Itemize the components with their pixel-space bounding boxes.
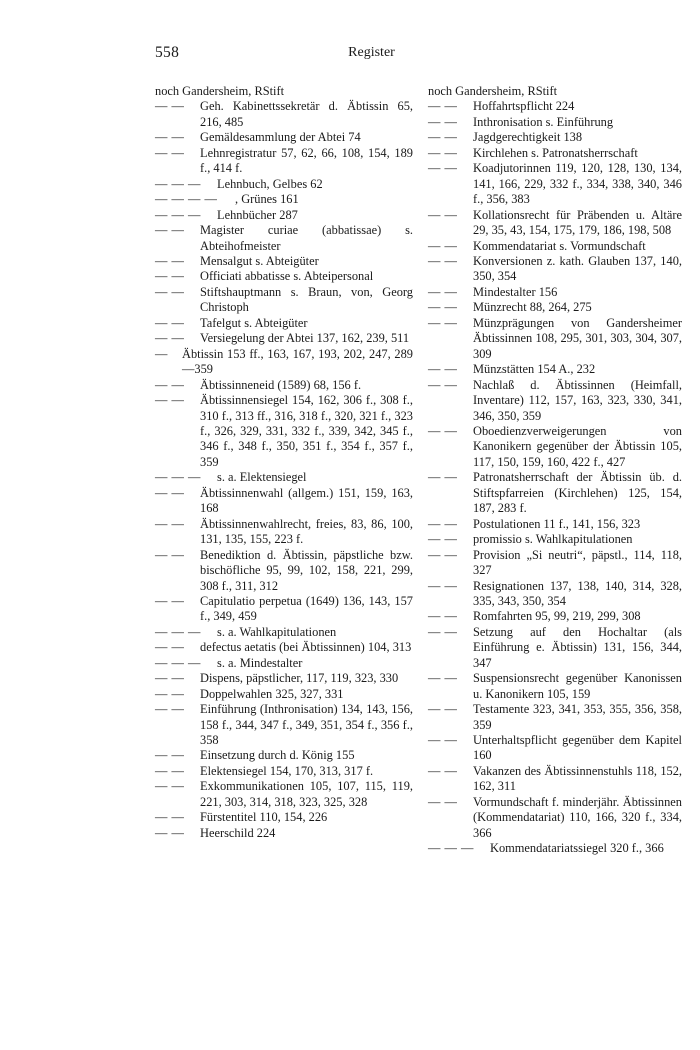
entry-dashes: — — [428, 114, 458, 129]
entry-dashes: — — [155, 593, 185, 608]
entry-dashes: — — [428, 516, 458, 531]
entry-text: Geh. Kabinettssekretär d. Äbtissin 65, 216, 485 [200, 99, 413, 129]
entry-dashes: — — [428, 624, 458, 639]
entry-dashes: — — [428, 315, 458, 330]
index-entry [428, 130, 682, 145]
entry-text: Nachlaß d. Äbtissinnen (Heimfall, Inventare) 112, 157, 163, 323, 330, 341, 346, 350, 359 [473, 377, 682, 423]
entry-text: Versiegelung der Abtei 137, 162, 239, 511 [200, 331, 410, 346]
index-entry [155, 331, 413, 346]
entry-text: Stiftshauptmann s. Braun, von, Georg Christoph [200, 284, 413, 315]
index-entry [428, 300, 682, 315]
entry-dashes: — — [428, 702, 458, 717]
index-entry [155, 470, 413, 485]
entry-dashes: — — [155, 671, 185, 686]
entry-dashes: — — — [155, 624, 201, 639]
index-entry [155, 625, 413, 640]
entry-dashes: — — [155, 223, 185, 238]
entry-text: Kommendatariatssiegel 320 f., 366 [490, 841, 664, 856]
entry-text: Mensalgut s. Abteigüter [200, 253, 319, 268]
index-entry [155, 99, 413, 130]
entry-dashes: — — [155, 315, 185, 330]
entry-text: Münzprägungen von Gandersheimer Äbtissinnen 108, 295, 301, 303, 304, 307, 309 [473, 315, 682, 361]
entry-text: Resignationen 137, 138, 140, 314, 328, 335, 343, 350, 354 [473, 578, 682, 608]
entry-dashes: — — [428, 300, 458, 315]
entry-dashes: — — [155, 547, 185, 562]
entry-dashes: — — [428, 362, 458, 377]
entry-text: promissio s. Wahlkapitulationen [473, 532, 633, 547]
index-entry [155, 702, 413, 748]
index-entry [155, 285, 413, 316]
entry-dashes: — — [155, 99, 185, 114]
entry-text: Kirchlehen s. Patronatsherrschaft [473, 145, 638, 160]
index-entry [155, 146, 413, 177]
entry-text: Münzstätten 154 A., 232 [473, 362, 596, 377]
index-entry [155, 671, 413, 686]
entry-dashes: — — [155, 269, 185, 284]
index-entry [428, 671, 682, 702]
entry-text: Kollationsrecht für Präbenden u. Altäre 29, 35, 43, 154, 175, 179, 186, 198, 508 [473, 207, 682, 238]
entry-text: Koadjutorinnen 119, 120, 128, 130, 134, 141, 166, 229, 332 f., 334, 338, 340, 346 f., 356, 383 [473, 161, 682, 207]
entry-dashes: — — [428, 547, 458, 562]
index-entry [428, 161, 682, 207]
entry-dashes: — — [428, 253, 458, 268]
entry-text: Oboedienzverweigerungen von Kanonikern gegenüber der Äbtissin 105, 117, 150, 159, 160, 422 f., 427 [473, 423, 682, 469]
entry-text: Münzrecht 88, 264, 275 [473, 300, 592, 315]
entry-dashes: — — [428, 377, 458, 392]
entry-text: defectus aetatis (bei Äbtissinnen) 104, 313 [200, 640, 412, 655]
entry-text: Jagdgerechtigkeit 138 [473, 130, 583, 145]
entry-text: Officiati abbatisse s. Abteipersonal [200, 269, 374, 284]
entry-text: Capitulatio perpetua (1649) 136, 143, 157 f., 349, 459 [200, 593, 413, 624]
entry-dashes: — — [428, 161, 458, 176]
entry-dashes: — — [428, 145, 458, 160]
entry-dashes: — — — [155, 655, 201, 670]
entry-text: Hoffahrtspflicht 224 [473, 99, 575, 114]
index-entry [428, 795, 682, 841]
index-entry [428, 254, 682, 285]
entry-dashes: — — [155, 145, 185, 160]
running-head: Register [348, 45, 395, 60]
index-entry [428, 470, 682, 516]
index-entry [428, 316, 682, 362]
entry-dashes: — — [428, 794, 458, 809]
entry-text: Konversionen z. kath. Glauben 137, 140, 350, 354 [473, 253, 682, 284]
entry-dashes: — — [428, 733, 458, 748]
entry-text: Benediktion d. Äbtissin, päpstliche bzw. bischöfliche 95, 99, 102, 158, 221, 299, 308 f., 311, 312 [200, 547, 413, 593]
index-entry [428, 733, 682, 764]
entry-text: Heerschild 224 [200, 825, 276, 840]
index-entry [428, 841, 682, 856]
index-entry [428, 517, 682, 532]
entry-text: Provision „Si neutri“, päpstl., 114, 118, 327 [473, 547, 682, 578]
entry-text: Äbtissinnenwahlrecht, freies, 83, 86, 100, 131, 135, 155, 223 f. [200, 516, 413, 547]
entry-text: Äbtissin 153 ff., 163, 167, 193, 202, 247, 289—359 [182, 346, 413, 377]
entry-text: Inthronisation s. Einführung [473, 114, 614, 129]
entry-text: Äbtissinneneid (1589) 68, 156 f. [200, 377, 362, 392]
entry-dashes: — — [155, 284, 185, 299]
entry-dashes: — — — [155, 207, 201, 222]
entry-text: Lehnbuch, Gelbes 62 [217, 176, 323, 191]
entry-text: Unterhaltspflicht gegenüber dem Kapitel 160 [473, 733, 682, 763]
index-entry [155, 764, 413, 779]
entry-dashes: — — [155, 686, 185, 701]
entry-text: Patronatsherrschaft der Äbtissin üb. d. Stiftspfarreien (Kirchlehen) 125, 154, 187, 283 f. [473, 470, 682, 516]
entry-text: Äbtissinnensiegel 154, 162, 306 f., 308 f., 310 f., 313 ff., 316, 318 f., 320, 321 f., 323 f., 326, 329, 331, 332 f., 339, 342, 345 f., 346 f., 348 f., 350, 351 f., 354 f., 357 f., 359 [200, 393, 413, 469]
entry-text: Mindestalter 156 [473, 284, 558, 299]
entry-text: Äbtissinnenwahl (allgem.) 151, 159, 163, 168 [200, 485, 413, 516]
entry-dashes: — — [155, 640, 185, 655]
index-entry [155, 748, 413, 763]
index-entry [155, 548, 413, 594]
column-heading: noch Gandersheim, RStift [155, 84, 285, 98]
entry-dashes: — — [155, 763, 185, 778]
entry-dashes: — [155, 346, 168, 361]
entry-dashes: — — [155, 331, 185, 346]
index-entry [428, 625, 682, 671]
index-entry [155, 130, 413, 145]
index-entry [428, 378, 682, 424]
index-entry [428, 99, 682, 114]
index-entry [155, 347, 413, 378]
index-entry [155, 316, 413, 331]
index-entry [428, 764, 682, 795]
index-entry [155, 223, 413, 254]
index-entry [155, 594, 413, 625]
entry-text: Kommendatariat s. Vormundschaft [473, 238, 646, 253]
entry-dashes: — — [155, 253, 185, 268]
index-entry [428, 208, 682, 239]
entry-text: Gemäldesammlung der Abtei 74 [200, 130, 361, 145]
index-entry [155, 640, 413, 655]
index-entry [155, 656, 413, 671]
entry-dashes: — — [155, 516, 185, 531]
entry-text: Dispens, päpstlicher, 117, 119, 323, 330 [200, 671, 399, 686]
entry-text: Fürstentitel 110, 154, 226 [200, 810, 328, 825]
index-entry [428, 362, 682, 377]
index-entry [155, 192, 413, 207]
entry-dashes: — — [428, 470, 458, 485]
entry-dashes: — — [155, 748, 185, 763]
index-entry [428, 579, 682, 610]
index-entry [155, 208, 413, 223]
page-header [155, 44, 588, 68]
entry-text: Postulationen 11 f., 141, 156, 323 [473, 516, 641, 531]
entry-dashes: — — [155, 702, 185, 717]
entry-dashes: — — — [155, 176, 201, 191]
entry-text: Setzung auf den Hochaltar (als Einführung e. Äbtissin) 131, 156, 344, 347 [473, 624, 682, 670]
entry-text: s. a. Mindestalter [217, 655, 303, 670]
index-entry [155, 810, 413, 825]
entry-dashes: — — [428, 207, 458, 222]
index-entry [428, 609, 682, 624]
entry-dashes: — — [428, 578, 458, 593]
entry-dashes: — — [428, 763, 458, 778]
index-entry [428, 548, 682, 579]
entry-text: s. a. Elektensiegel [217, 470, 307, 485]
index-entry [428, 532, 682, 547]
entry-dashes: — — — [155, 470, 201, 485]
entry-dashes: — — [428, 284, 458, 299]
entry-dashes: — — — [428, 841, 474, 856]
entry-text: Einführung (Inthronisation) 134, 143, 156, 158 f., 344, 347 f., 349, 351, 354 f., 356 f., 358 [200, 702, 413, 748]
entry-dashes: — — [428, 609, 458, 624]
index-entry [155, 687, 413, 702]
index-entry [428, 239, 682, 254]
entry-dashes: — — [428, 238, 458, 253]
entry-text: Vormundschaft f. minderjähr. Äbtissinnen (Kommendatariat) 110, 166, 320 f., 334, 366 [473, 794, 682, 840]
entry-dashes: — — [428, 671, 458, 686]
index-entry [155, 486, 413, 517]
entry-dashes: — — [155, 779, 185, 794]
index-entry [155, 517, 413, 548]
entry-text: Doppelwahlen 325, 327, 331 [200, 686, 344, 701]
entry-text: Vakanzen des Äbtissinnenstuhls 118, 152, 162, 311 [473, 763, 682, 794]
entry-dashes: — — [155, 810, 185, 825]
index-entry [155, 393, 413, 470]
entry-text: s. a. Wahlkapitulationen [217, 624, 337, 639]
index-entry [428, 424, 682, 470]
index-entry [428, 115, 682, 130]
entry-dashes: — — [155, 130, 185, 145]
index-entry [428, 285, 682, 300]
entry-dashes: — — [155, 377, 185, 392]
entry-text: Lehnbücher 287 [217, 207, 298, 222]
index-entry [155, 254, 413, 269]
entry-text: Magister curiae (abbatissae) s. Abteihofmeister [200, 223, 413, 253]
entry-dashes: — — — — [155, 192, 218, 207]
entry-text: , Grünes 161 [235, 192, 299, 207]
index-entry [428, 146, 682, 161]
index-entry [428, 702, 682, 733]
entry-text: Suspensionsrecht gegenüber Kanonissen u. Kanonikern 105, 159 [473, 671, 682, 701]
entry-text: Einsetzung durch d. König 155 [200, 748, 355, 763]
page-number: 558 [155, 44, 180, 61]
entry-text: Lehnregistratur 57, 62, 66, 108, 154, 189 f., 414 f. [200, 145, 413, 176]
entry-text: Exkommunikationen 105, 107, 115, 119, 221, 303, 314, 318, 323, 325, 328 [200, 779, 413, 809]
index-entry [155, 177, 413, 192]
entry-dashes: — — [155, 825, 185, 840]
entry-dashes: — — [428, 130, 458, 145]
column-heading: noch Gandersheim, RStift [428, 84, 558, 98]
entry-dashes: — — [428, 532, 458, 547]
index-entry [155, 378, 413, 393]
entry-dashes: — — [428, 423, 458, 438]
entry-text: Romfahrten 95, 99, 219, 299, 308 [473, 609, 641, 624]
index-entry [155, 826, 413, 841]
entry-text: Elektensiegel 154, 170, 313, 317 f. [200, 763, 374, 778]
index-column-right [428, 84, 682, 857]
index-entry [155, 269, 413, 284]
index-entry [155, 779, 413, 810]
entry-dashes: — — [155, 485, 185, 500]
entry-dashes: — — [428, 99, 458, 114]
entry-text: Testamente 323, 341, 353, 355, 356, 358, 359 [473, 702, 682, 732]
entry-text: Tafelgut s. Abteigüter [200, 315, 308, 330]
index-column-left [155, 84, 413, 841]
entry-dashes: — — [155, 393, 185, 408]
